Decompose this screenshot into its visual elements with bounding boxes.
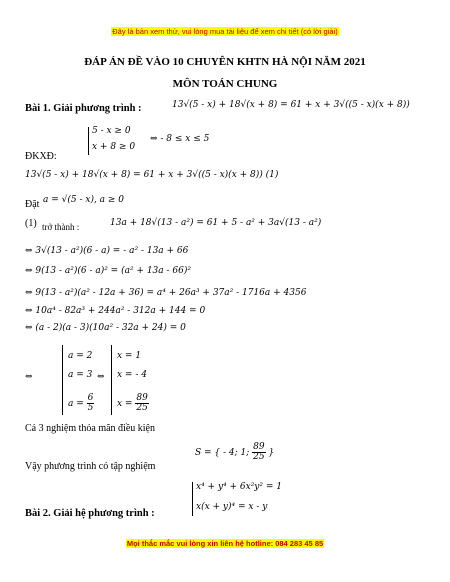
system-brace: [192, 482, 193, 516]
solution-prefix: S = { - 4; 1;: [195, 447, 250, 458]
bai1-equation: 13√(5 - x) + 18√(x + 8) = 61 + x + 3√((5 - x)(x + 8)): [172, 100, 410, 110]
case-x-3-numerator: 89: [136, 393, 148, 403]
page-title: ĐÁP ÁN ĐỀ VÀO 10 CHUYÊN KHTN HÀ NỘI NĂM 2021: [84, 56, 366, 68]
case-bracket-a: [62, 345, 63, 415]
solution-set: [195, 443, 274, 463]
subject-title: MÔN TOÁN CHUNG: [172, 78, 278, 90]
case-a-3-numerator: 6: [87, 393, 94, 403]
bai1-heading: Bài 1. Giải phương trình :: [25, 103, 142, 114]
step-4: ⇔ 10a⁴ - 82a³ + 244a² - 312a + 144 = 0: [25, 306, 206, 316]
hotline-banner: [0, 539, 450, 548]
case-a-1: a = 2: [68, 351, 93, 361]
hotline-text: Mọi thắc mắc vui lòng xin liên hệ hotline: 084 283 45 85: [126, 539, 324, 548]
solution-denominator: 25: [253, 452, 265, 463]
case-x-1: x = 1: [117, 351, 142, 361]
becomes-label: trở thành :: [42, 222, 80, 232]
dkxd-brace: [88, 127, 89, 155]
preview-notice-text: Đây là bản xem thử, vui lòng mua tài liệu để xem chi tiết (có lời giải): [112, 27, 338, 36]
case-a-3-denominator: 5: [87, 403, 94, 414]
dkxd-label: ĐKXĐ:: [25, 151, 57, 162]
case-x-3-denominator: 25: [136, 403, 148, 414]
set-label: Đặt: [25, 199, 40, 210]
equation-numbered: 13√(5 - x) + 18√(x + 8) = 61 + x + 3√((5 - x)(x + 8)) (1): [25, 170, 279, 180]
system-equation-2: x(x + y)⁴ = x - y: [196, 502, 268, 512]
solution-numerator: 89: [253, 442, 265, 452]
solution-suffix: }: [268, 447, 275, 458]
case-x-2: x = - 4: [117, 370, 147, 380]
equiv-symbol-1: ⇔: [25, 372, 33, 382]
case-a-3: [68, 394, 94, 414]
dkxd-condition-2: x + 8 ≥ 0: [92, 142, 136, 152]
set-expression: a = √(5 - x), a ≥ 0: [43, 195, 125, 205]
check-statement: Cả 3 nghiệm thỏa mãn điều kiện: [25, 423, 155, 434]
case-a-3-prefix: a =: [68, 398, 84, 409]
step-3: ⇔ 9(13 - a²)(a² - 12a + 36) = a⁴ + 26a³ + 37a² - 1716a + 4356: [25, 288, 307, 298]
step-1: ⇔ 3√(13 - a²)(6 - a) = - a² - 13a + 66: [25, 246, 189, 256]
case-x-3: [117, 394, 149, 414]
preview-notice-banner: [0, 27, 450, 36]
becomes-prefix: (1): [25, 218, 37, 229]
system-equation-1: x⁴ + y⁴ + 6x²y² = 1: [196, 482, 282, 492]
step-2: ⇔ 9(13 - a²)(6 - a)² = (a² + 13a - 66)²: [25, 266, 191, 276]
conclusion-text: Vậy phương trình có tập nghiệm: [25, 461, 156, 472]
dkxd-result: ⇔ - 8 ≤ x ≤ 5: [150, 134, 210, 144]
becomes-expression: 13a + 18√(13 - a²) = 61 + 5 - a² + 3a√(13 - a²): [110, 218, 322, 228]
bai2-heading: Bài 2. Giải hệ phương trình :: [25, 508, 155, 519]
case-bracket-x: [111, 345, 112, 415]
dkxd-condition-1: 5 - x ≥ 0: [92, 126, 131, 136]
step-5: ⇔ (a - 2)(a - 3)(10a² - 32a + 24) = 0: [25, 323, 186, 333]
case-x-3-prefix: x =: [117, 398, 133, 409]
equiv-symbol-2: ⇔: [97, 372, 105, 382]
case-a-2: a = 3: [68, 370, 93, 380]
